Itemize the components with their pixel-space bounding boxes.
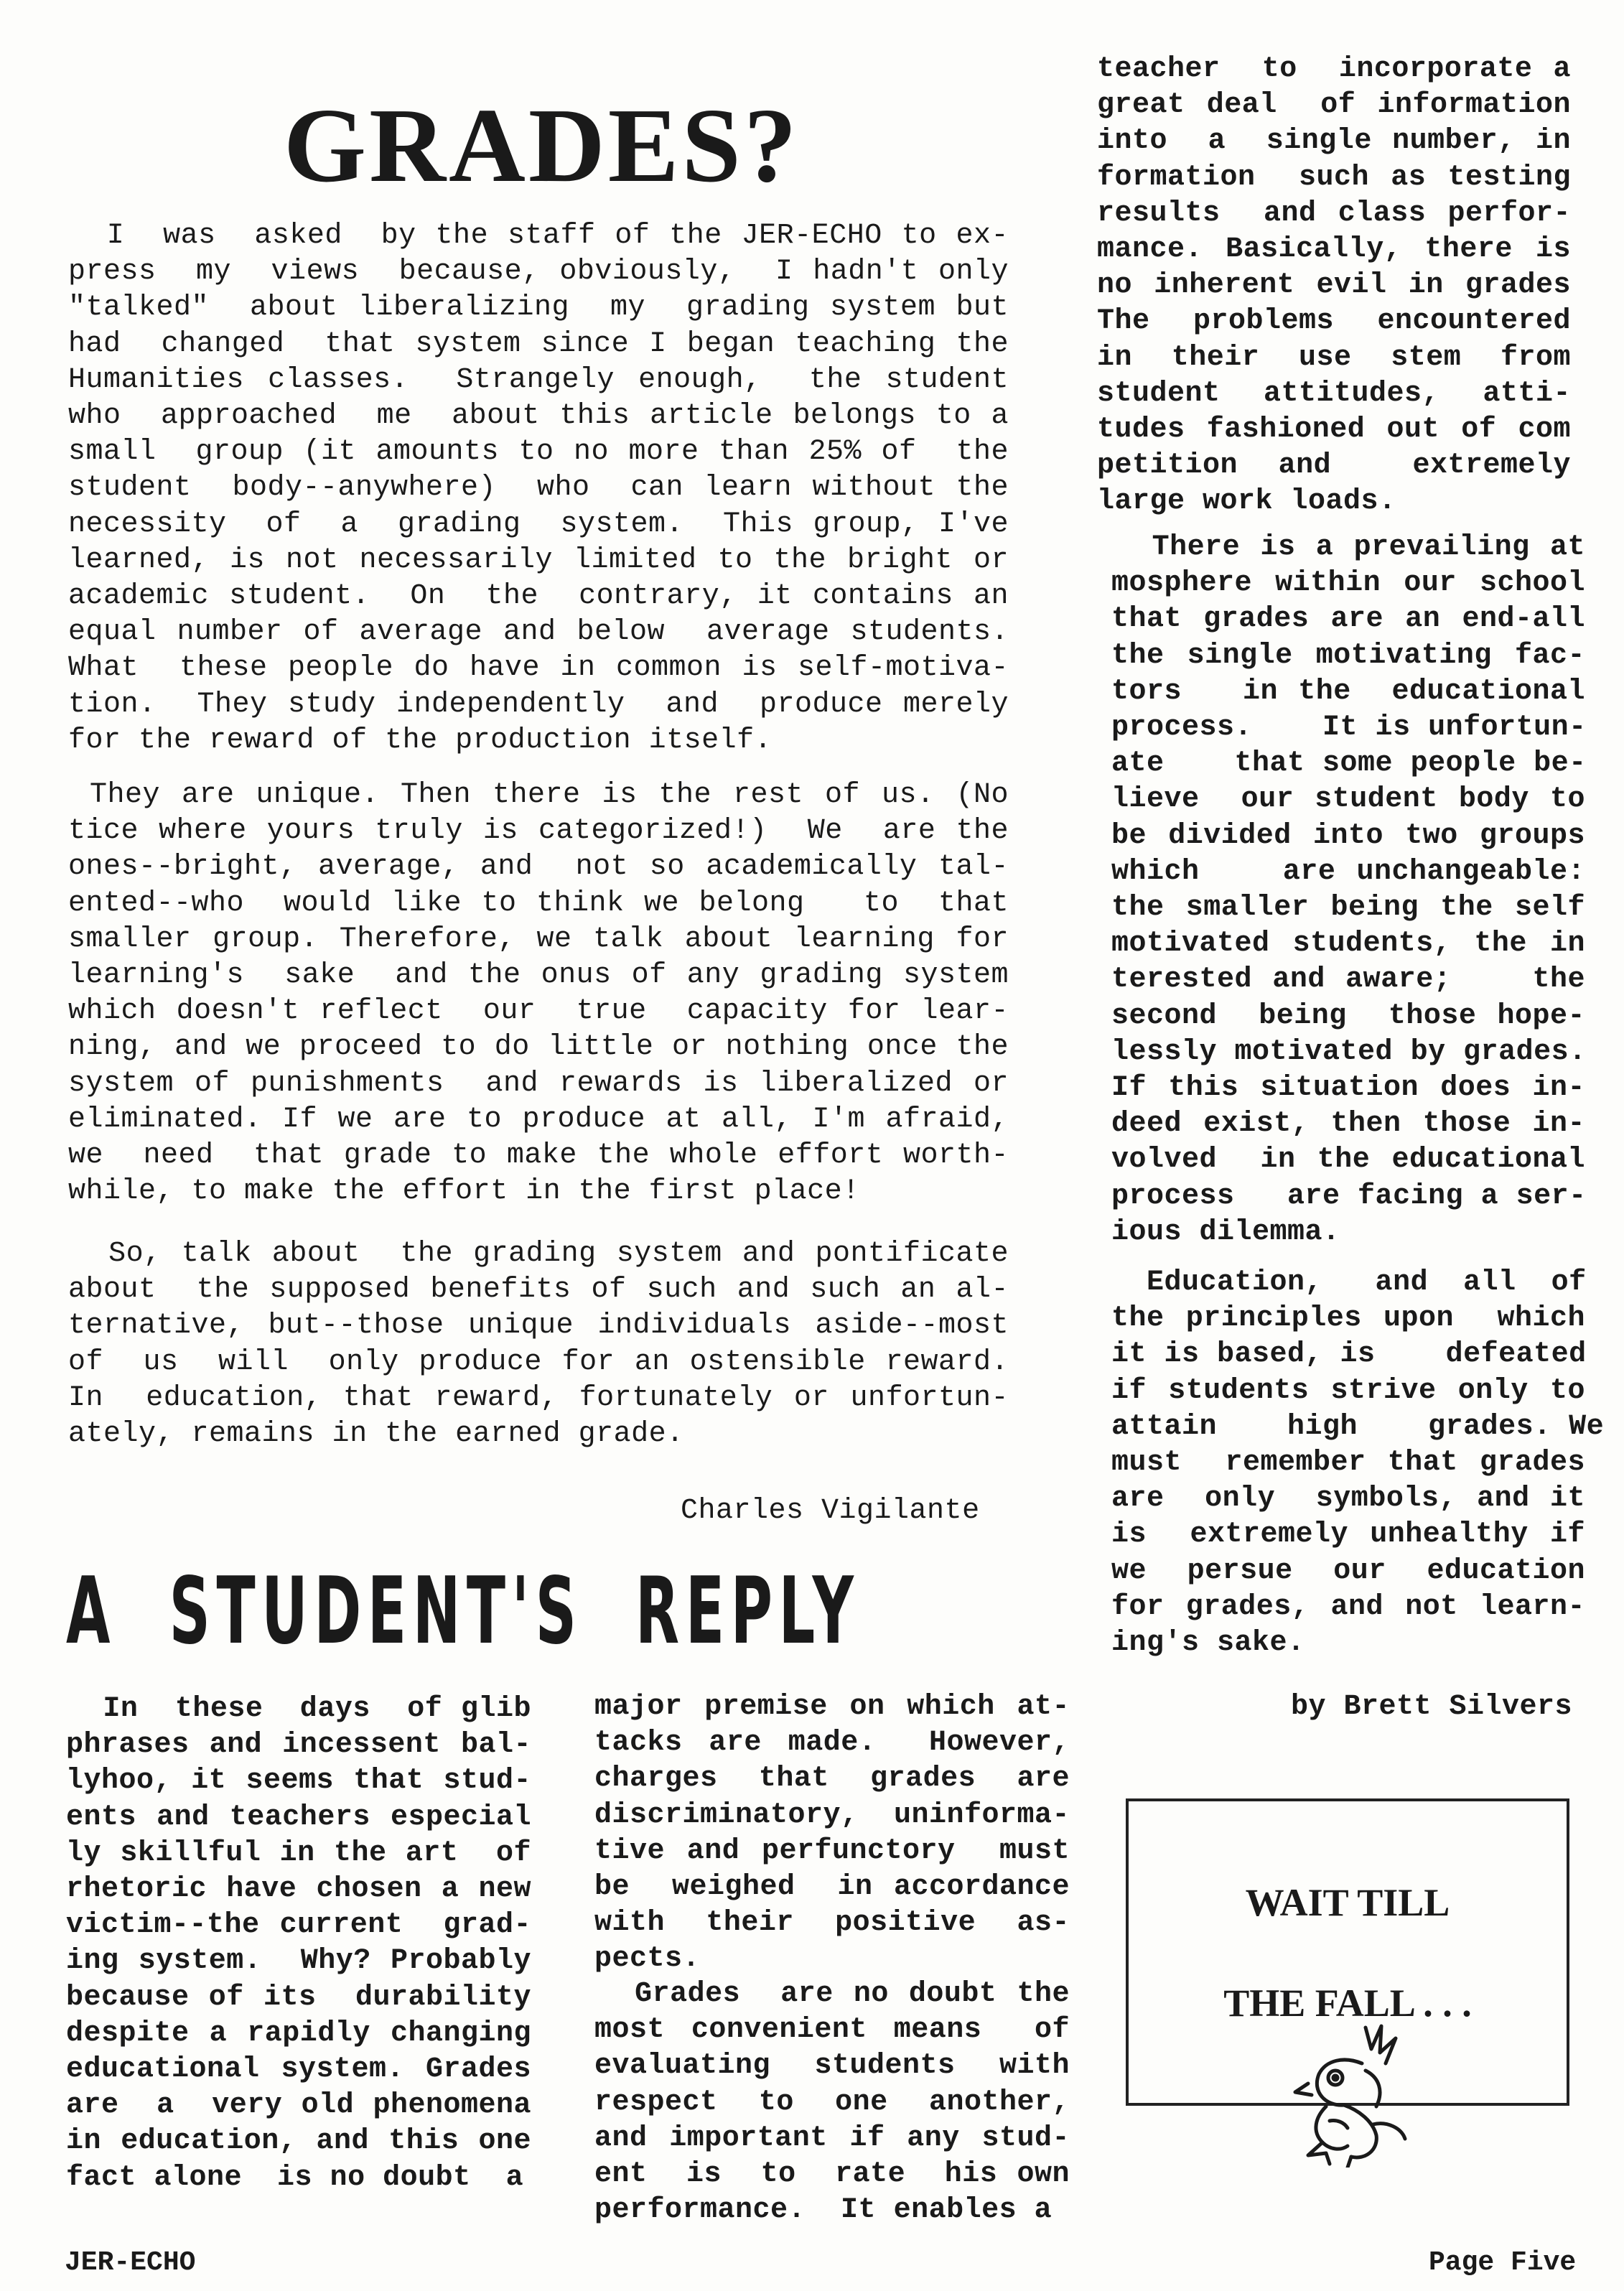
article1-paragraph-1 — [68, 218, 1009, 759]
text-line: tion. They study independently and produce merely — [68, 688, 1009, 721]
text-line: mosphere within our school — [1111, 567, 1585, 600]
text-line: respect to one another, — [594, 2086, 1070, 2119]
text-line: process. It is unfortun- — [1111, 711, 1587, 745]
text-line: ternative, but--those unique individuals aside--most — [68, 1310, 1009, 1343]
text-line: ious dilemma. — [1111, 1216, 1340, 1249]
ad-line-1: WAIT TILL — [1245, 1881, 1450, 1924]
text-line: rhetoric have chosen a new — [66, 1873, 531, 1906]
article2-author: by Brett Silvers — [1291, 1691, 1573, 1723]
text-line: who approached me about this article belongs to a — [68, 400, 1009, 433]
text-line: fact alone is no doubt a — [66, 2161, 524, 2194]
text-line: results and class perfor- — [1097, 197, 1571, 230]
text-line: The problems encountered — [1097, 305, 1571, 338]
text-line: small group (it amounts to no more than 25% of the — [68, 436, 1009, 469]
text-line: it is based, is defeated — [1111, 1338, 1587, 1371]
text-line: mance. Basically, there is — [1097, 233, 1571, 266]
text-line: There is a prevailing at — [1111, 531, 1585, 564]
text-line: had changed that system since I began teaching the — [68, 327, 1009, 360]
text-line: press my views because, obviously, I hadn't only — [68, 256, 1009, 289]
bird-cartoon-icon — [1258, 2020, 1423, 2168]
text-line: I was asked by the staff of the JER-ECHO to ex- — [68, 220, 1009, 252]
footer-publication-name: JER-ECHO — [65, 2247, 196, 2278]
text-line: performance. It enables a — [594, 2194, 1053, 2227]
text-line: deed exist, then those in- — [1111, 1108, 1585, 1141]
text-line: learning's sake and the onus of any grading system — [68, 959, 1009, 992]
text-line: is extremely unhealthy if — [1111, 1518, 1585, 1552]
text-line: eliminated. If we are to produce at all, I'm afraid, — [68, 1103, 1009, 1136]
text-line: be weighed in accordance — [594, 1871, 1070, 1904]
text-line: petition and extremely — [1097, 449, 1571, 482]
text-line: If this situation does in- — [1111, 1072, 1585, 1105]
text-line: evaluating students with — [594, 2050, 1070, 2083]
advertisement-box — [1126, 1798, 1569, 2106]
text-line: of us will only produce for an ostensible reward. — [68, 1345, 1009, 1378]
text-line: great deal of information — [1097, 89, 1571, 122]
text-line: in education, and this one — [66, 2125, 531, 2158]
text-line: motivated students, the in — [1111, 928, 1585, 961]
text-line: lieve our student body to — [1111, 783, 1585, 816]
text-line: pects. — [594, 1943, 701, 1976]
text-line: ing system. Why? Probably — [66, 1945, 531, 1978]
text-line: if students strive only to — [1111, 1374, 1585, 1407]
text-line: which doesn't reflect our true capacity for lear- — [68, 995, 1009, 1028]
text-line: In these days of glib — [66, 1693, 531, 1725]
text-line: Humanities classes. Strangely enough, the student — [68, 363, 1009, 396]
text-line: phrases and incessent bal- — [66, 1729, 531, 1762]
text-line: terested and aware; the — [1111, 963, 1585, 997]
text-line: necessity of a grading system. This group, I've — [68, 508, 1009, 541]
text-line: ents and teachers especial — [66, 1801, 531, 1834]
text-line: tive and perfunctory must — [594, 1834, 1070, 1867]
text-line: ented--who would like to think we belong to that — [68, 887, 1009, 920]
text-line: into a single number, in — [1097, 125, 1571, 158]
article1-paragraph-3 — [68, 1236, 1009, 1452]
text-line: because of its durability — [66, 1981, 531, 2014]
article2-column-2-paragraph-2 — [594, 1977, 1070, 2229]
text-line: ones--bright, average, and not so academically tal- — [68, 851, 1009, 884]
text-line: equal number of average and below average students. — [68, 616, 1009, 649]
article2-column-3-paragraph-2 — [1111, 530, 1585, 1251]
article2-column-2-paragraph-1 — [594, 1689, 1070, 1978]
text-line: must remember that grades — [1111, 1447, 1585, 1480]
text-line: and important if any stud- — [594, 2122, 1070, 2155]
text-line: which are unchangeable: — [1111, 855, 1585, 888]
text-line: with their positive as- — [594, 1907, 1070, 1940]
article-title-students-reply: A STUDENT'S REPLY — [66, 1558, 860, 1665]
text-line: tors in the educational — [1111, 675, 1585, 708]
text-line: about the supposed benefits of such and such an al- — [68, 1274, 1009, 1307]
text-line: learned, is not necessarily limited to the bright or — [68, 543, 1009, 577]
text-line: system of punishments and rewards is liberalized or — [68, 1067, 1009, 1100]
text-line: ent is to rate his own — [594, 2158, 1070, 2191]
text-line: ly skillful in the art of — [66, 1837, 531, 1870]
article2-column-3-paragraph-3 — [1111, 1265, 1605, 1661]
text-line: tudes fashioned out of com — [1097, 414, 1571, 447]
text-line: teacher to incorporate a — [1097, 53, 1571, 85]
text-line: student body--anywhere) who can learn without the — [68, 472, 1009, 505]
text-line: academic student. On the contrary, it contains an — [68, 580, 1009, 613]
text-line: be divided into two groups — [1111, 819, 1585, 852]
text-line: They are unique. Then there is the rest of us. (No — [68, 779, 1009, 811]
text-line: ning, and we proceed to do little or nothing once the — [68, 1031, 1009, 1064]
text-line: formation such as testing — [1097, 161, 1571, 194]
text-line: most convenient means of — [594, 2014, 1070, 2047]
text-line: So, talk about the grading system and pontificate — [68, 1238, 1009, 1270]
text-line: ate that some people be- — [1111, 747, 1587, 780]
text-line: "talked" about liberalizing my grading system but — [68, 291, 1009, 325]
text-line: the smaller being the self — [1111, 892, 1585, 925]
text-line: charges that grades are — [594, 1763, 1070, 1796]
text-line: Grades are no doubt the — [594, 1978, 1070, 2010]
text-line: victim--the current grad- — [66, 1909, 531, 1942]
text-line: ately, remains in the earned grade. — [68, 1418, 684, 1451]
text-line: we need that grade to make the whole effort worth- — [68, 1139, 1009, 1172]
text-line: tice where yours truly is categorized!) We are the — [68, 815, 1009, 848]
article2-column-1 — [66, 1692, 531, 2196]
text-line: in their use stem from — [1097, 341, 1571, 374]
article1-paragraph-2 — [68, 778, 1009, 1210]
text-line: ing's sake. — [1111, 1627, 1305, 1660]
text-line: are only symbols, and it — [1111, 1483, 1585, 1516]
text-line: large work loads. — [1097, 485, 1396, 518]
text-line: attain high grades. We — [1111, 1410, 1605, 1443]
text-line: lyhoo, it seems that stud- — [66, 1765, 531, 1798]
text-line: the single motivating fac- — [1111, 639, 1585, 672]
article1-author: Charles Vigilante — [681, 1495, 980, 1527]
text-line: while, to make the effort in the first place! — [68, 1175, 860, 1208]
text-line: student attitudes, atti- — [1097, 377, 1571, 410]
text-line: Education, and all of — [1111, 1266, 1587, 1299]
text-line: lessly motivated by grades. — [1111, 1035, 1587, 1068]
text-line: for grades, and not learn- — [1111, 1590, 1585, 1623]
text-line: are a very old phenomena — [66, 2089, 531, 2122]
text-line: we persue our education — [1111, 1554, 1585, 1587]
text-line: that grades are an end-all — [1111, 603, 1585, 636]
text-line: smaller group. Therefore, we talk about learning for — [68, 923, 1009, 956]
text-line: the principles upon which — [1111, 1302, 1585, 1335]
text-line: despite a rapidly changing — [66, 2017, 531, 2050]
text-line: discriminatory, uninforma- — [594, 1798, 1070, 1832]
ad-line-2: THE FALL . . . — [1223, 1982, 1472, 2025]
text-line: major premise on which at- — [594, 1691, 1070, 1723]
text-line: no inherent evil in grades — [1097, 269, 1571, 302]
article-title-grades: GRADES? — [284, 87, 800, 205]
text-line: process are facing a ser- — [1111, 1180, 1587, 1213]
text-line: volved in the educational — [1111, 1144, 1585, 1177]
text-line: In education, that reward, fortunately or unfortun- — [68, 1381, 1009, 1414]
text-line: educational system. Grades — [66, 2053, 531, 2086]
footer-page-number: Page Five — [1429, 2247, 1577, 2278]
text-line: second being those hope- — [1111, 999, 1585, 1032]
article2-column-3-paragraph-1 — [1097, 52, 1571, 521]
text-line: What these people do have in common is self-motiva- — [68, 652, 1009, 685]
text-line: tacks are made. However, — [594, 1727, 1070, 1760]
text-line: for the reward of the production itself. — [68, 724, 773, 757]
